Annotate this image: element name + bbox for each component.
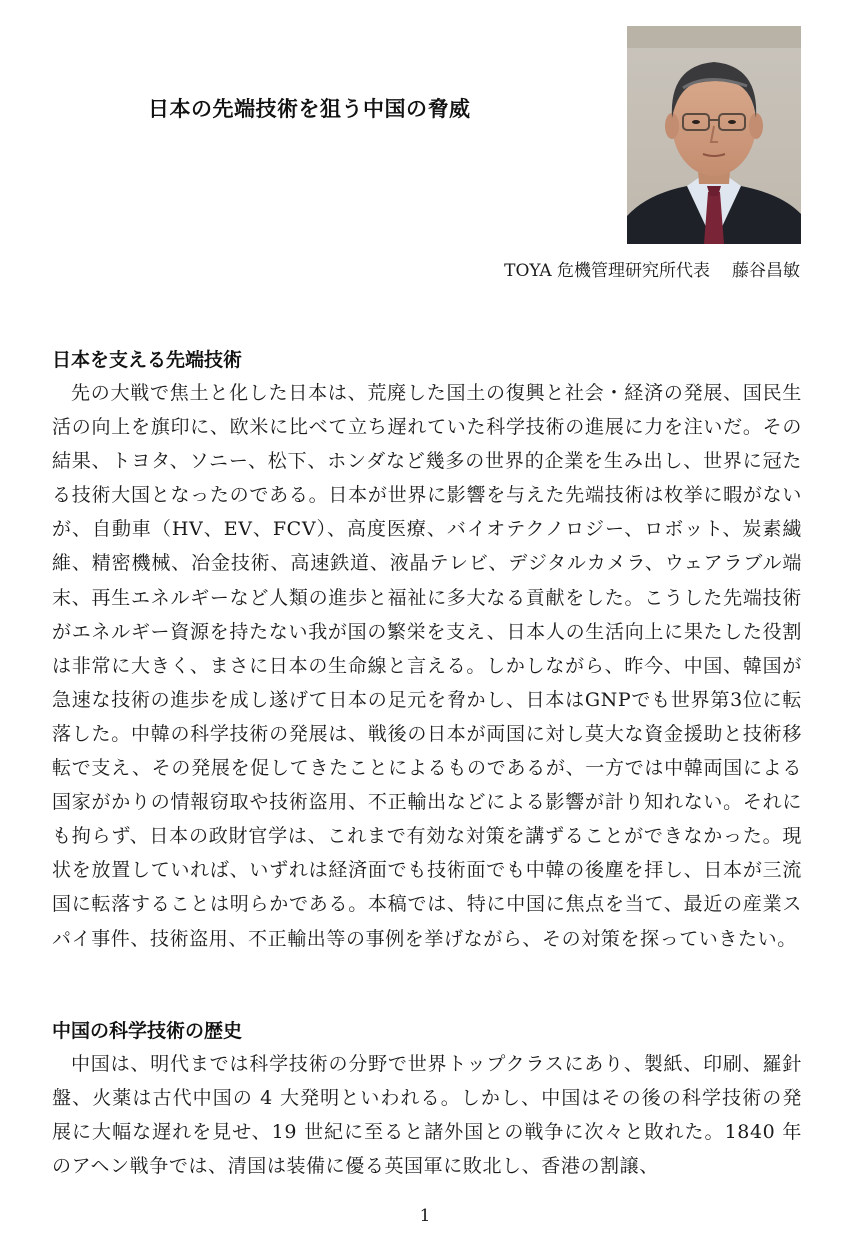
section-body: 先の大戦で焦土と化した日本は、荒廃した国土の復興と社会・経済の発展、国民生活の向上を旗印に、欧米に比べて立ち遅れていた科学技術の進展に力を注いだ。その結果、トヨタ、ソニー、松下、ホンダなど幾多の世界的企業を生み出し、世界に冠たる技術大国となったのである。日本が世界に影響を与えた先端技術は枚挙に暇がないが、自動車（HV、EV、FCV）、高度医療、バイオテクノロジー、ロボット、炭素繊維、精密機械、冶金技術、高速鉄道、液晶テレビ、デジタルカメラ、ウェアラブル端末、再生エネルギーなど人類の進歩と福祉に多大なる貢献をした。こうした先端技術がエネルギー資源を持たない我が国の繁栄を支え、日本人の生活向上に果たした役割は非常に大きく、まさに日本の生命線と言える。しかしながら、昨今、中国、韓国が急速な技術の進歩を成し遂げて日本の足元を脅かし、日本はGNPでも世界第3位に転落した。中韓の科学技術の発展は、戦後の日本が両国に対し莫大な資金援助と技術移転で支え、その発展を促してきたことによるものであるが、一方では中韓両国による国家がかりの情報窃取や技術盗用、不正輸出などによる影響が計り知れない。それにも拘らず、日本の政財官学は、これまで有効な対策を講ずることができなかった。現状を放置していれば、いずれは経済面でも技術面でも中韓の後塵を拝し、日本が三流国に転落することは明らかである。本稿では、特に中国に焦点を当て、最近の産業スパイ事件、技術盗用、不正輸出等の事例を挙げながら、その対策を探っていきたい。	[52, 382, 802, 950]
author-photo	[627, 26, 801, 244]
author-byline	[504, 256, 800, 281]
author-name: 藤谷昌敏	[732, 261, 800, 281]
article-title: 日本の先端技術を狙う中国の脅威	[148, 97, 471, 121]
section-heading: 中国の科学技術の歴史	[52, 1020, 243, 1042]
section-2	[52, 1016, 802, 1183]
section-body: 中国は、明代までは科学技術の分野で世界トップクラスにあり、製紙、印刷、羅針盤、火薬は古代中国の 4 大発明といわれる。しかし、中国はその後の科学技術の発展に大幅な遅れを見せ、19 世紀に至ると諸外国との戦争に次々と敗れた。1840 年のアヘン戦争では、清国は装備に優る英国軍に敗北し、香港の割譲、	[52, 1053, 802, 1178]
section-1	[52, 345, 802, 956]
page-number: 1	[419, 1206, 431, 1226]
section-heading: 日本を支える先端技術	[52, 349, 243, 371]
author-affiliation: TOYA 危機管理研究所代表	[504, 261, 710, 281]
